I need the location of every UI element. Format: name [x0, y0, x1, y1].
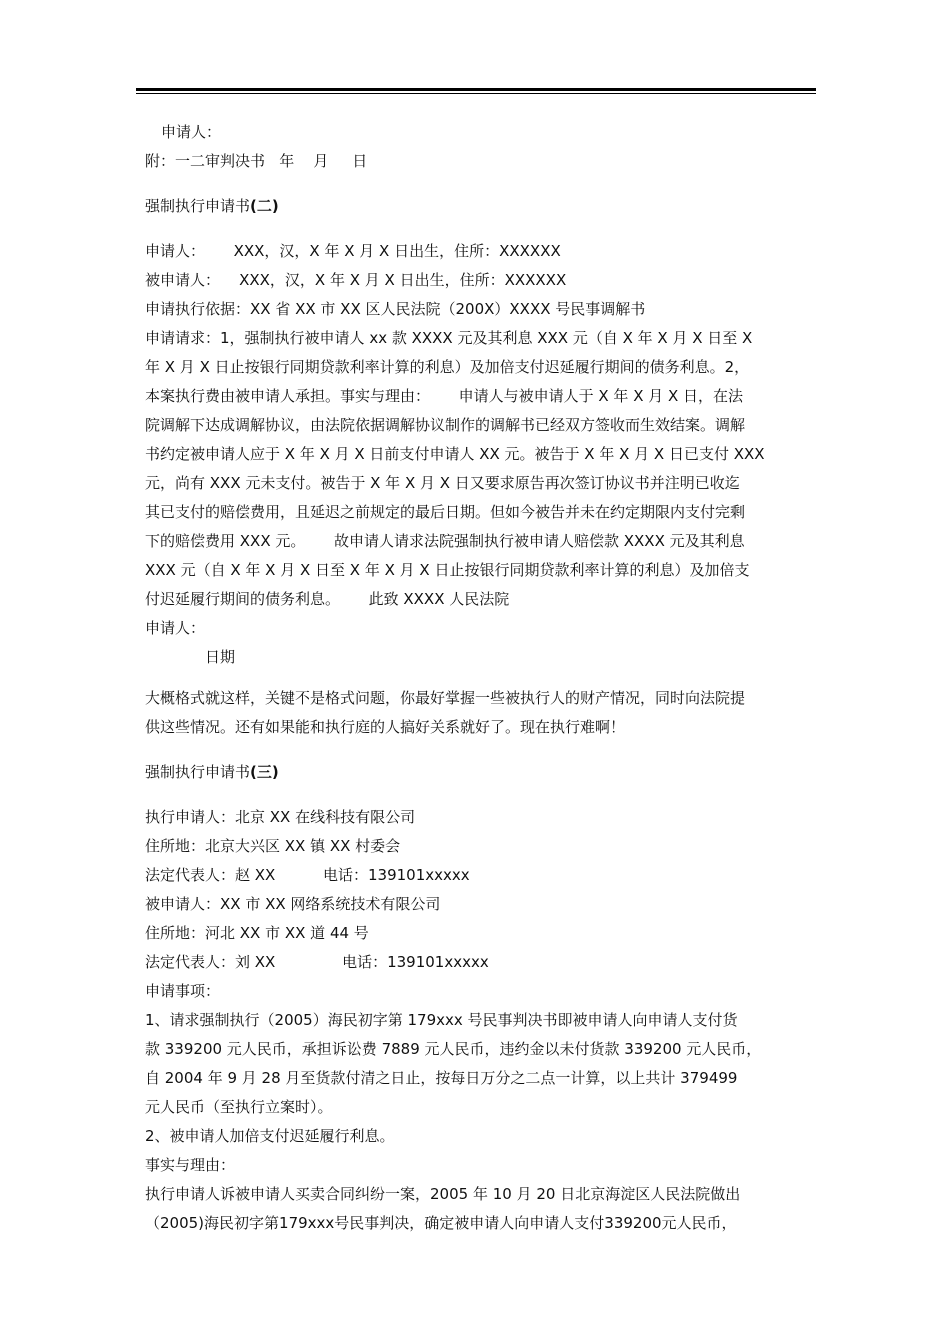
body-line: 元，尚有 XXX 元未支付。被告于 X 年 X 月 X 日又要求原告再次签订协议书并注明已收迄	[145, 474, 740, 492]
exec-applicant-line: 执行申请人：北京 XX 在线科技有限公司	[145, 808, 416, 826]
note-line: 大概格式就这样，关键不是格式问题，你最好掌握一些被执行人的财产情况，同时向法院提	[145, 689, 746, 707]
section-title-2-num: (二)	[250, 197, 279, 215]
respondent-rep-line: 法定代表人：刘 XX 电话：139101xxxxx	[145, 953, 489, 971]
date-label: 日期	[205, 648, 236, 666]
respondent-line: 被申请人：XX 市 XX 网络系统技术有限公司	[145, 895, 441, 913]
request-item-line: 元人民币（至执行立案时）。	[145, 1098, 333, 1116]
body-line: 本案执行费由被申请人承担。事实与理由： 申请人与被申请人于 X 年 X 月 X 日，在法	[145, 387, 744, 405]
header-rule-thin	[136, 93, 816, 94]
basis-line: 申请执行依据：XX 省 XX 市 XX 区人民法院（200X）XXXX 号民事调解书	[145, 300, 646, 318]
body-line: 其已支付的赔偿费用，且延迟之前规定的最后日期。但如今被告并未在约定期限内支付完剩	[145, 503, 746, 521]
facts-heading: 事实与理由：	[145, 1156, 236, 1174]
request-item-line: 1、请求强制执行（2005）海民初字第 179xxx 号民事判决书即被申请人向申请人支付货	[145, 1011, 738, 1029]
facts-line: （2005)海民初字第179xxx号民事判决，确定被申请人向申请人支付339200元人民币，	[145, 1214, 737, 1232]
section-title-2	[145, 192, 815, 221]
header-rule	[136, 88, 816, 91]
body-line: 院调解下达成调解协议，由法院依据调解协议制作的调解书已经双方签收而生效结案。调解	[145, 416, 746, 434]
body-line: 书约定被申请人应于 X 年 X 月 X 日前支付申请人 XX 元。被告于 X 年 X 月 X 日已支付 XXX	[145, 445, 765, 463]
document-body	[145, 118, 815, 1238]
section-title-3-text: 强制执行申请书	[145, 763, 251, 781]
respondent-line: 被申请人： XXX，汉，X 年 X 月 X 日出生，住所：XXXXXX	[145, 271, 567, 289]
request-item-line: 款 339200 元人民币，承担诉讼费 7889 元人民币，违约金以未付货款 339200 元人民币，	[145, 1040, 762, 1058]
applicant-label: 申请人：	[161, 123, 222, 141]
applicant-line: 申请人： XXX，汉，X 年 X 月 X 日出生，住所：XXXXXX	[145, 242, 561, 260]
request-item-line: 2、被申请人加倍支付迟延履行利息。	[145, 1127, 395, 1145]
section-title-3	[145, 758, 815, 787]
body-line: 下的赔偿费用 XXX 元。 故申请人请求法院强制执行被申请人赔偿款 XXXX 元及其利息	[145, 532, 745, 550]
request-heading: 申请事项：	[145, 982, 221, 1000]
applicant-rep-line: 法定代表人：赵 XX 电话：139101xxxxx	[145, 866, 470, 884]
body-line: XXX 元（自 X 年 X 月 X 日至 X 年 X 月 X 日止按银行同期贷款利率计算的利息）及加倍支	[145, 561, 750, 579]
attachment-line: 附：一二审判决书 年 月 日	[145, 152, 368, 170]
note-line: 供这些情况。还有如果能和执行庭的人搞好关系就好了。现在执行难啊！	[145, 718, 626, 736]
section-title-3-num: (三)	[250, 763, 279, 781]
facts-line: 执行申请人诉被申请人买卖合同纠纷一案，2005 年 10 月 20 日北京海淀区人民法院做出	[145, 1185, 741, 1203]
request-item-line: 自 2004 年 9 月 28 月至货款付清之日止，按每日万分之二点一计算，以上共计 379499	[145, 1069, 738, 1087]
applicant-signature-label: 申请人：	[145, 619, 206, 637]
body-line: 申请请求：1，强制执行被申请人 xx 款 XXXX 元及其利息 XXX 元（自 X 年 X 月 X 日至 X	[145, 329, 753, 347]
section-title-2-text: 强制执行申请书	[145, 197, 251, 215]
body-line: 付迟延履行期间的债务利息。 此致 XXXX 人民法院	[145, 590, 510, 608]
body-line: 年 X 月 X 日止按银行同期贷款利率计算的利息）及加倍支付迟延履行期间的债务利息。2，	[145, 358, 750, 376]
applicant-address-line: 住所地：北京大兴区 XX 镇 XX 村委会	[145, 837, 401, 855]
respondent-address-line: 住所地：河北 XX 市 XX 道 44 号	[145, 924, 369, 942]
